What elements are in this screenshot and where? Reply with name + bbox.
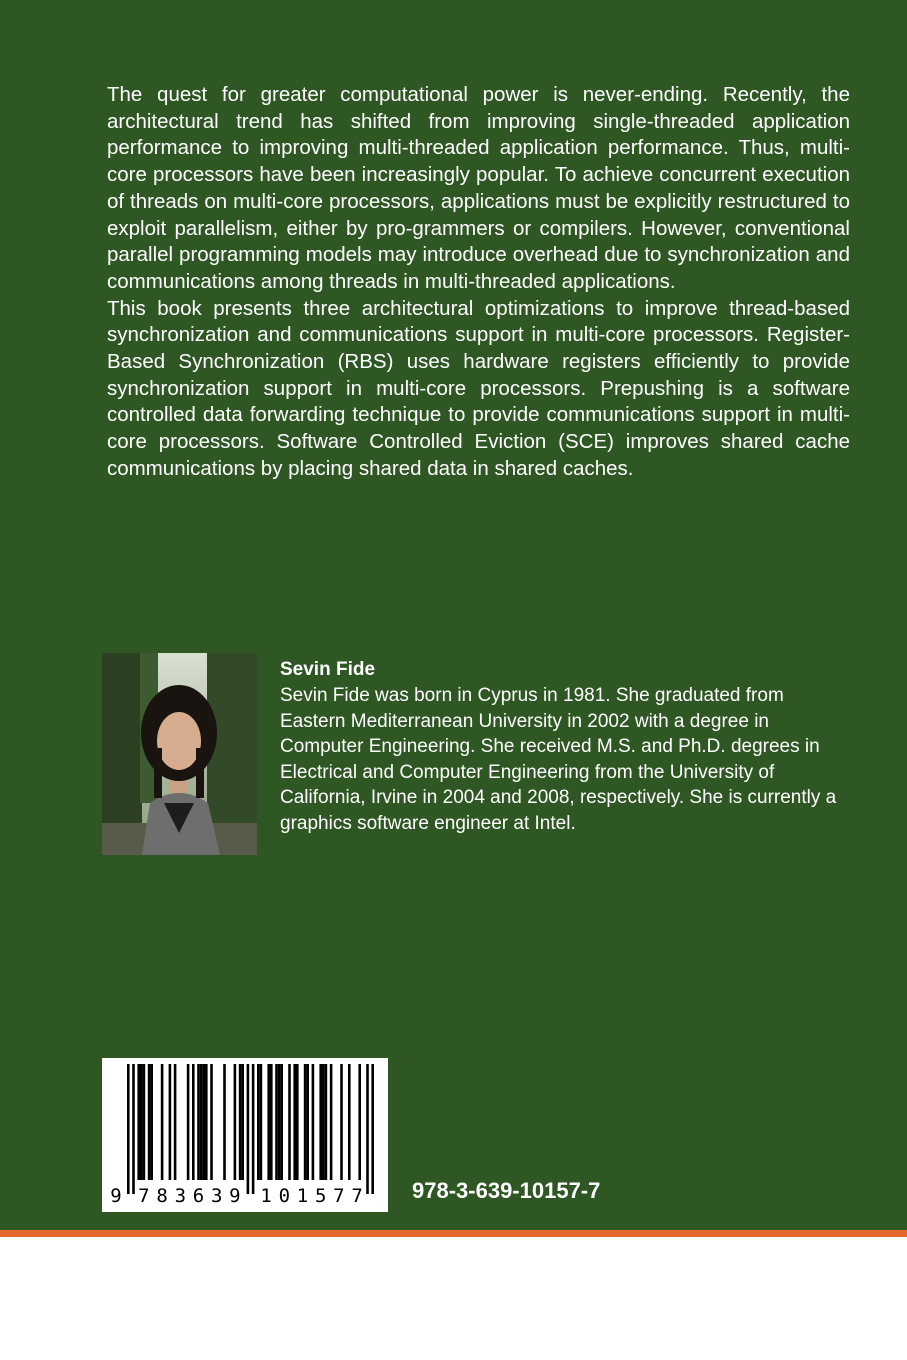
bottom-stripe [0,1230,907,1237]
barcode-bar [319,1064,322,1180]
barcode-digit: 8 [156,1185,168,1207]
barcode-bar [304,1064,307,1180]
isbn-number: 978-3-639-10157-7 [412,1178,601,1203]
barcode-bar [192,1064,195,1180]
barcode-bar [148,1064,151,1180]
barcode-bar [325,1064,328,1180]
barcode-digit: 0 [278,1185,291,1207]
barcode-digit: 6 [192,1185,205,1207]
barcode-bar [293,1064,296,1180]
barcode-digit: 9 [110,1185,122,1207]
barcode-bar [161,1064,164,1180]
barcode-digit: 1 [260,1185,272,1207]
barcode-bar [200,1064,203,1180]
barcode-digit: 7 [333,1185,345,1207]
barcode-digit: 3 [210,1185,223,1207]
barcode-bar [132,1064,135,1194]
barcode-bar [187,1064,190,1180]
barcode-digit: 3 [174,1185,187,1207]
barcode-bar [205,1064,208,1180]
barcode-bar [366,1064,369,1194]
barcode-bar [306,1064,309,1180]
barcode-digit: 7 [138,1185,150,1207]
barcode-bar [150,1064,153,1180]
barcode-bar [260,1064,263,1180]
author-bio: Sevin Fide was born in Cyprus in 1981. She graduated from Eastern Mediterranean University in 2002 with a degree in Computer Engineering. She received M.S. and Ph.D. degrees in Electrical and Computer Engineering from the University of California, Irvine in 2004 and 2008, respectively. She is currently a graphics software engineer at Intel. [280,685,837,834]
blurb-paragraph-2: This book presents three architectural optimizations to improve thread-based synchronization and communications support in multi-core processors. Register-Based Synchronization (RBS) uses hardware registers efficiently to provide synchronization support in multi-core processors. Prepushing is a software controlled data forwarding technique to provide communications support in multi-core processors. Software Controlled Eviction (SCE) improves shared cache communications by placing shared data in shared caches. [107,296,850,480]
barcode-digit: 7 [351,1185,363,1207]
barcode-bar [296,1064,299,1180]
barcode-bar [169,1064,172,1180]
author-photo [102,653,257,855]
blurb-paragraph-1: The quest for greater computational power is never-ending. Recently, the architectural trend has shifted from improving single-threaded application performance to improving multi-threaded application performance. Thus, multi-core processors have been increasingly popular. To achieve concurrent execution of threads on multi-core processors, applications must be explicitly restructured to exploit parallelism, either by pro-grammers or compilers. However, conventional parallel programming models may introduce overhead due to synchronization and communications among threads in multi-threaded applications. [107,83,850,293]
barcode-bar [210,1064,213,1180]
barcode-bar [174,1064,177,1180]
isbn-barcode [102,1058,388,1212]
barcode-graphic [102,1058,388,1212]
barcode-bar [143,1064,146,1180]
barcode-bar [358,1064,361,1180]
barcode-bar [137,1064,140,1180]
author-name: Sevin Fide [280,659,376,680]
barcode-bar [202,1064,205,1180]
barcode-bar [140,1064,143,1180]
barcode-digit: 1 [296,1185,309,1207]
barcode-bar [280,1064,283,1180]
barcode-bar [223,1064,226,1180]
book-blurb [107,82,850,483]
barcode-bar [348,1064,351,1180]
barcode-bar [270,1064,273,1180]
barcode-bar [234,1064,237,1180]
barcode-bar [330,1064,333,1180]
barcode-bar [312,1064,315,1180]
barcode-bar [239,1064,242,1180]
barcode-bar [288,1064,291,1180]
barcode-bar [267,1064,270,1180]
barcode-bar [322,1064,325,1180]
barcode-digit: 9 [229,1185,241,1207]
barcode-bar [278,1064,281,1180]
barcode-bar [252,1064,255,1194]
barcode-digit: 5 [314,1185,327,1207]
barcode-bar [197,1064,200,1180]
barcode-bar [127,1064,130,1194]
barcode-bar [247,1064,250,1194]
barcode-bar [340,1064,343,1180]
barcode-bar [257,1064,260,1180]
barcode-bar [371,1064,374,1194]
barcode-bar [275,1064,278,1180]
barcode-bar [241,1064,244,1180]
